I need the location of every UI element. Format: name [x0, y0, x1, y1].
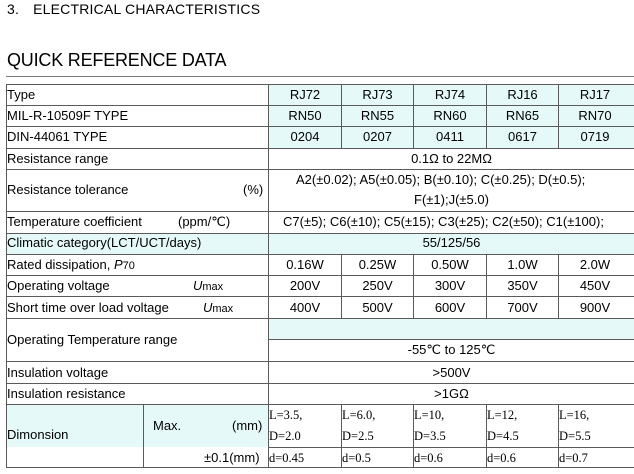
tolerance-values-line2: F(±1);J(±5.0): [414, 192, 489, 207]
din-label: DIN-44061 TYPE: [7, 129, 108, 144]
dimension-d: d=0.6: [487, 451, 516, 465]
op-voltage-label: Operating voltage: [7, 278, 110, 293]
tolerance-label: Resistance tolerance: [7, 182, 129, 197]
tempco-label: Temperature coefficient: [7, 214, 142, 229]
op-voltage-value: 250V: [362, 278, 393, 293]
dissipation-subscript: 70: [122, 260, 135, 272]
overload-value: 500V: [362, 300, 393, 315]
dissipation-value: 1.0W: [507, 257, 538, 272]
overload-sub: max: [212, 303, 234, 315]
din-value: 0411: [436, 129, 464, 144]
dimension-d: d=0.6: [414, 451, 443, 465]
highlight-op-temp-top: [269, 318, 634, 339]
overload-var: U: [203, 300, 213, 315]
dimension-L: L=3.5,: [269, 408, 303, 422]
op-temp-value: -55℃ to 125℃: [407, 342, 496, 357]
dimension-L: L=16,: [559, 408, 590, 422]
op-temp-label: Operating Temperature range: [7, 332, 178, 347]
op-voltage-value: 300V: [434, 278, 466, 293]
dissipation-value: 0.25W: [358, 257, 397, 272]
insulation-resistance-value: >1GΩ: [434, 386, 469, 401]
dimension-D: D=4.5: [487, 429, 519, 443]
overload-value: 700V: [507, 300, 538, 315]
overload-value: 900V: [579, 300, 611, 315]
overload-label: Short time over load voltage: [7, 300, 169, 315]
resistance-range-label: Resistance range: [7, 151, 109, 166]
dimension-mm-unit: (mm): [232, 418, 263, 433]
type-rj73: RJ73: [362, 87, 393, 102]
type-rj72: RJ72: [289, 87, 321, 102]
tolerance-values-line1: A2(±0.02); A5(±0.05); B(±0.10); C(±0.25); D(±0.5);: [296, 172, 586, 187]
op-voltage-value: 200V: [289, 278, 321, 293]
din-value: 0207: [363, 129, 392, 144]
insulation-resistance-label: Insulation resistance: [7, 386, 126, 401]
insulation-voltage-label: Insulation voltage: [7, 365, 109, 380]
dissipation-label: [7, 257, 135, 274]
section-title: ELECTRICAL CHARACTERISTICS: [33, 1, 261, 17]
climatic-value: 55/125/56: [422, 235, 481, 250]
dissipation-symbol: P: [113, 257, 123, 272]
tempco-unit: (ppm/℃): [178, 214, 231, 229]
title-rule: [6, 76, 634, 77]
dimension-L: L=10,: [414, 408, 445, 422]
mil-value: RN70: [578, 108, 612, 123]
mil-value: RN65: [505, 108, 540, 123]
overload-value: 400V: [289, 300, 321, 315]
tolerance-unit: (%): [243, 182, 264, 197]
dimension-L: L=6.0,: [342, 408, 376, 422]
overload-value: 600V: [434, 300, 466, 315]
dimension-D: D=2.0: [269, 429, 301, 443]
dimension-d: d=0.45: [269, 451, 305, 465]
op-voltage-value: 450V: [579, 278, 611, 293]
overload-symbol: [203, 300, 233, 317]
dimension-D: D=3.5: [414, 429, 446, 443]
din-value: 0617: [508, 129, 537, 144]
dissipation-value: 0.16W: [286, 257, 324, 272]
dimension-d: d=0.7: [559, 451, 588, 465]
resistance-range-value: 0.1Ω to 22MΩ: [411, 151, 492, 166]
dimension-max-label: Max.: [153, 418, 182, 433]
op-voltage-symbol: [193, 278, 223, 295]
dimension-D: D=5.5: [559, 429, 591, 443]
type-label: Type: [7, 87, 36, 102]
section-heading: [7, 1, 260, 17]
climatic-label: Climatic category(LCT/UCT/days): [7, 235, 202, 250]
dissipation-value: 2.0W: [579, 257, 611, 272]
page-title: QUICK REFERENCE DATA: [7, 50, 227, 70]
dimension-tolerance: ±0.1(mm): [204, 450, 260, 465]
din-value: 0204: [290, 129, 320, 144]
din-value: 0719: [580, 129, 610, 144]
op-voltage-var: U: [193, 278, 203, 293]
section-number: 3.: [7, 1, 20, 17]
dissipation-label-text: Rated dissipation,: [7, 257, 114, 272]
mil-value: RN55: [360, 108, 395, 123]
type-rj74: RJ74: [434, 87, 466, 102]
mil-value: RN50: [288, 108, 322, 123]
tempco-value: C7(±5); C6(±10); C5(±15); C3(±25); C2(±50); C1(±100);: [283, 214, 604, 229]
op-voltage-sub: max: [202, 281, 224, 293]
dimension-L: L=12,: [487, 408, 518, 422]
insulation-voltage-value: >500V: [432, 365, 471, 380]
mil-label: MIL-R-10509F TYPE: [7, 108, 129, 123]
op-voltage-value: 350V: [507, 278, 538, 293]
dissipation-value: 0.50W: [431, 257, 469, 272]
dimension-D: D=2.5: [342, 429, 374, 443]
mil-value: RN60: [433, 108, 467, 123]
dimension-d: d=0.5: [342, 451, 371, 465]
dimension-label: Dimonsion: [7, 427, 69, 442]
type-rj16: RJ16: [507, 87, 538, 102]
type-rj17: RJ17: [579, 87, 611, 102]
